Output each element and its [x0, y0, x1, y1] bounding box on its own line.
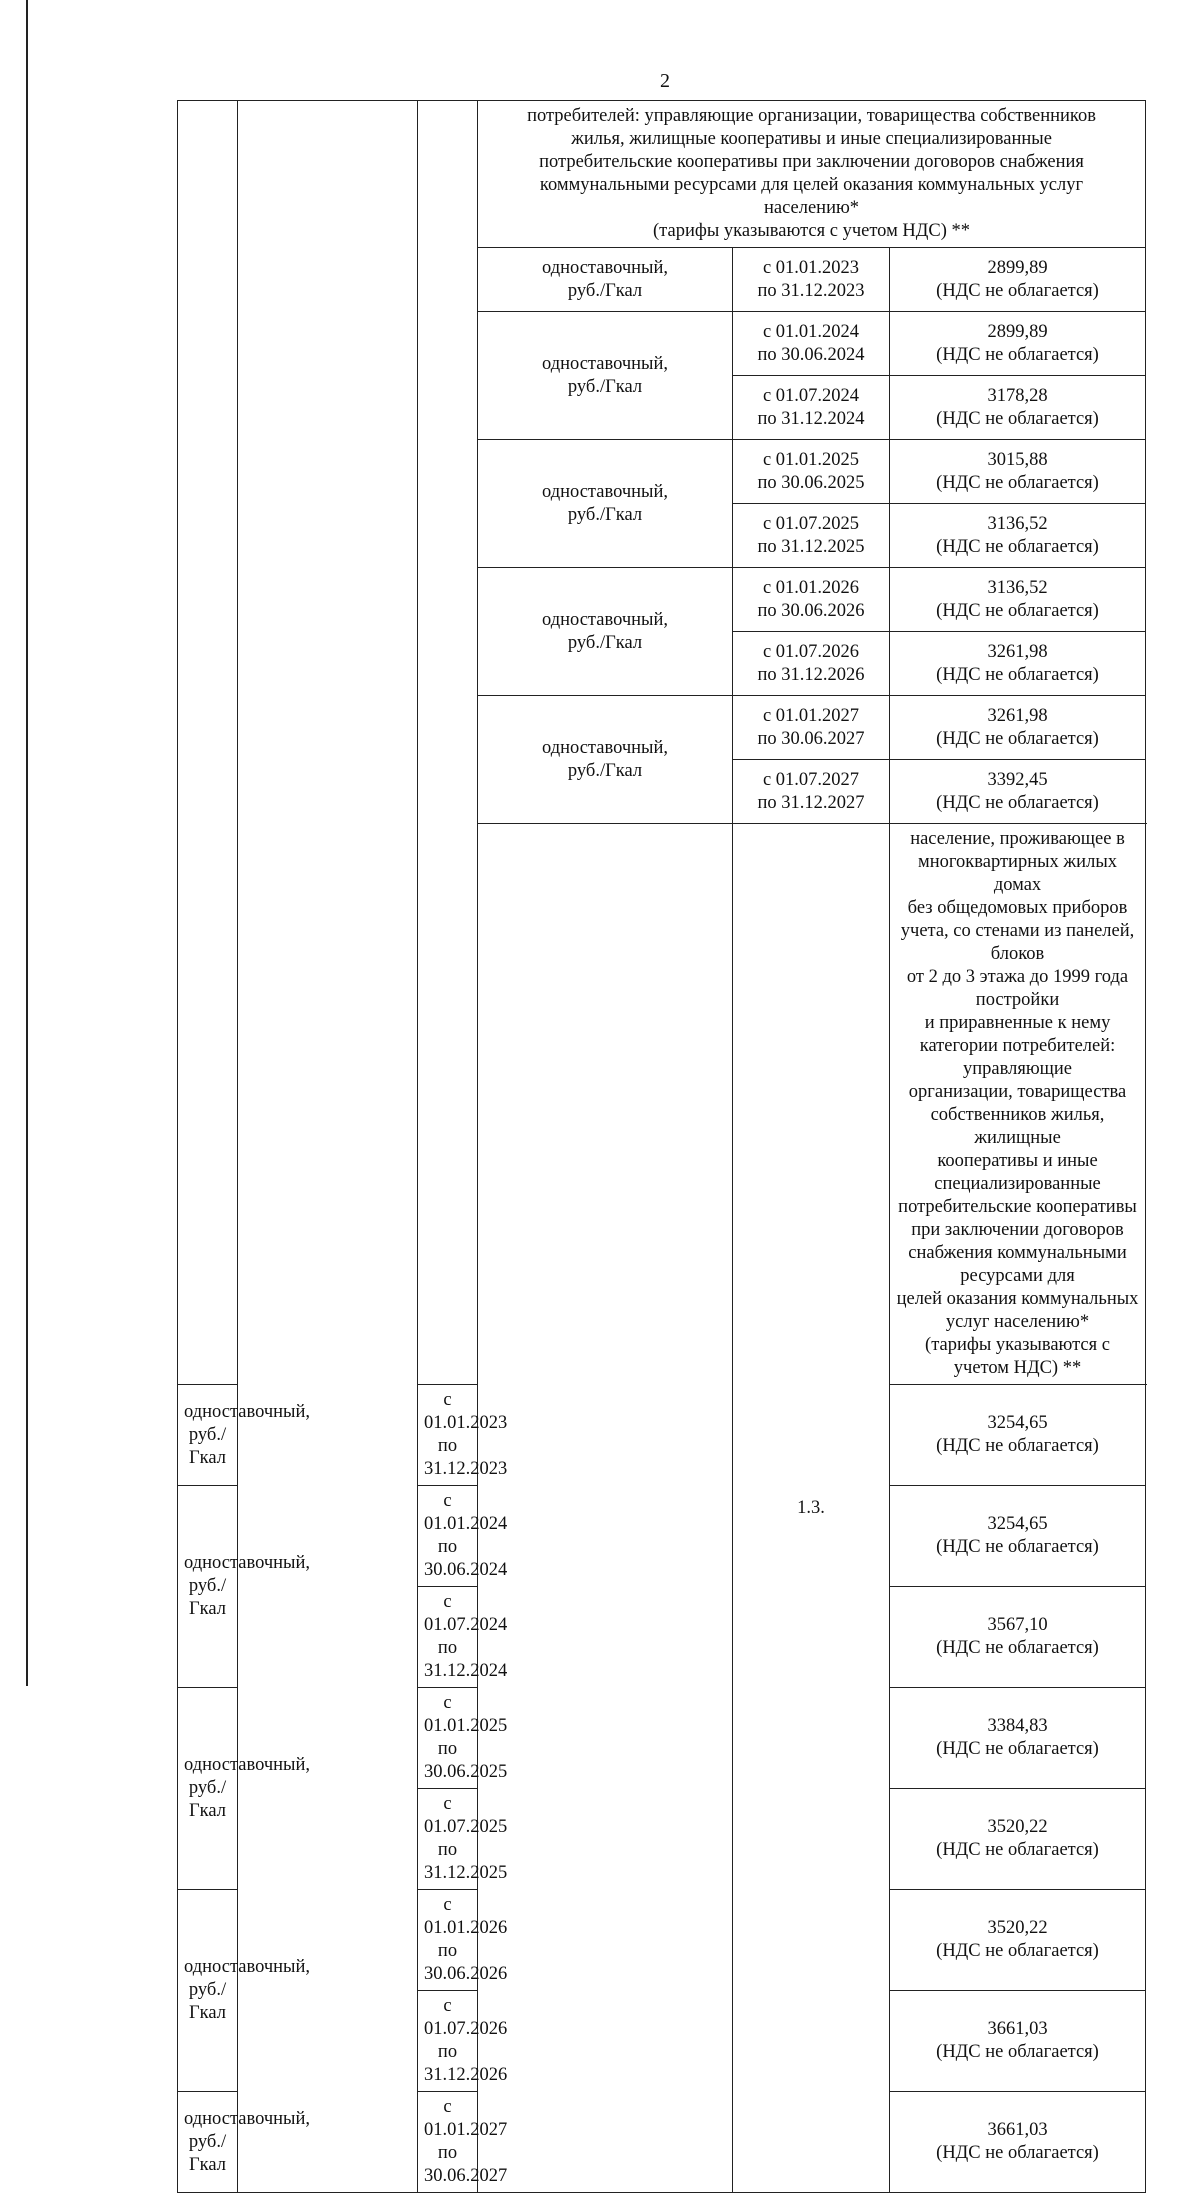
- period-cell: с 01.01.2025 по 30.06.2025: [418, 1688, 478, 1789]
- rate-value: 3661,03: [987, 2019, 1048, 2039]
- section-1-2-header: потребителей: управляющие организации, товарищества собственников жилья, жилищные кооперативы и иные специализированные потребительские кооперативы при заключении договоров снабжения коммунальными ресурсами для целей оказания коммунальных услуг населению* (тарифы указываются с учетом НДС) **: [478, 101, 1146, 248]
- rate-value: 3136,52: [987, 577, 1048, 598]
- vat-note: (НДС не облагается): [936, 1436, 1099, 1456]
- tariff-type-cell: одноставочный, руб./Гкал: [178, 1890, 238, 2092]
- period-cell: с 01.07.2026 по 31.12.2026: [418, 1991, 478, 2092]
- rate-cell: [890, 312, 1146, 376]
- rate-value: 3015,88: [987, 449, 1048, 470]
- period-cell: с 01.01.2026 по 30.06.2026: [733, 568, 890, 632]
- rate-cell: [890, 1789, 1146, 1890]
- vat-note: (НДС не облагается): [936, 1537, 1099, 1557]
- rate-value: 3136,52: [987, 513, 1048, 534]
- vat-note: (НДС не облагается): [936, 408, 1099, 429]
- section-1-3-header: население, проживающее в многоквартирных жилых домах без общедомовых приборов учета, со стенами из панелей, блоков от 2 до 3 этажа до 1999 года постройки и приравненные к нему категории потребителей: управляющие организации, товарищества собственников жилья, жилищные кооперативы и иные специализированные потребительские кооперативы при заключении договоров снабжения коммунальными ресурсами для целей оказания коммунальных услуг населению* (тарифы указываются с учетом НДС) **: [890, 824, 1146, 1385]
- empty-col-3: [418, 101, 478, 1385]
- rate-cell: [890, 1991, 1146, 2092]
- vat-note: (НДС не облагается): [936, 1739, 1099, 1759]
- period-cell: с 01.07.2024 по 31.12.2024: [733, 376, 890, 440]
- vat-note: (НДС не облагается): [936, 728, 1099, 749]
- period-cell: с 01.01.2027 по 30.06.2027: [418, 2092, 478, 2193]
- rate-cell: [890, 504, 1146, 568]
- rate-cell: [890, 2092, 1146, 2193]
- tariff-type-cell: одноставочный, руб./Гкал: [478, 696, 733, 824]
- rate-value: 3520,22: [987, 1918, 1048, 1938]
- rate-cell: [890, 1486, 1146, 1587]
- period-cell: с 01.07.2026 по 31.12.2026: [733, 632, 890, 696]
- rate-value: 3254,65: [987, 1413, 1048, 1433]
- rate-value: 3392,45: [987, 769, 1048, 790]
- rate-value: 3261,98: [987, 705, 1048, 726]
- rate-value: 3520,22: [987, 1817, 1048, 1837]
- tariff-table: [177, 100, 1146, 2193]
- rate-cell: [890, 1890, 1146, 1991]
- period-cell: с 01.01.2027 по 30.06.2027: [733, 696, 890, 760]
- rate-value: 2899,89: [987, 321, 1048, 342]
- period-cell: с 01.01.2024 по 30.06.2024: [733, 312, 890, 376]
- rate-cell: [890, 568, 1146, 632]
- tariff-type-cell: одноставочный, руб./Гкал: [478, 568, 733, 696]
- tariff-type-cell: одноставочный, руб./Гкал: [178, 1688, 238, 1890]
- empty-col-1: [178, 101, 238, 1385]
- rate-cell: [890, 760, 1146, 824]
- period-cell: с 01.01.2023 по 31.12.2023: [733, 248, 890, 312]
- rate-value: 3261,98: [987, 641, 1048, 662]
- rate-cell: [890, 1587, 1146, 1688]
- vat-note: (НДС не облагается): [936, 536, 1099, 557]
- rate-value: 3254,65: [987, 1514, 1048, 1534]
- vat-note: (НДС не облагается): [936, 2143, 1099, 2163]
- tariff-table-body: [178, 101, 1146, 2193]
- rate-value: 2899,89: [987, 257, 1048, 278]
- period-cell: с 01.07.2025 по 31.12.2025: [733, 504, 890, 568]
- period-cell: с 01.07.2025 по 31.12.2025: [418, 1789, 478, 1890]
- rate-cell: [890, 248, 1146, 312]
- period-cell: с 01.01.2023 по 31.12.2023: [418, 1385, 478, 1486]
- rate-cell: [890, 1688, 1146, 1789]
- section-1-2-header-row: [178, 101, 1146, 248]
- tariff-type-cell: одноставочный, руб./Гкал: [178, 1385, 238, 1486]
- period-cell: с 01.01.2024 по 30.06.2024: [418, 1486, 478, 1587]
- empty-col-1-lower: [478, 824, 733, 2193]
- scan-edge-line: [26, 0, 28, 1686]
- rate-value: 3384,83: [987, 1716, 1048, 1736]
- rate-value: 3567,10: [987, 1615, 1048, 1635]
- rate-cell: [890, 632, 1146, 696]
- empty-col-2: [238, 101, 418, 2193]
- vat-note: (НДС не облагается): [936, 344, 1099, 365]
- vat-note: (НДС не облагается): [936, 600, 1099, 621]
- tariff-type-cell: одноставочный, руб./Гкал: [178, 1486, 238, 1688]
- vat-note: (НДС не облагается): [936, 1840, 1099, 1860]
- tariff-type-cell: одноставочный, руб./Гкал: [178, 2092, 238, 2193]
- vat-note: (НДС не облагается): [936, 1638, 1099, 1658]
- tariff-type-cell: одноставочный, руб./Гкал: [478, 312, 733, 440]
- tariff-type-cell: одноставочный, руб./Гкал: [478, 440, 733, 568]
- period-cell: с 01.01.2026 по 30.06.2026: [418, 1890, 478, 1991]
- vat-note: (НДС не облагается): [936, 1941, 1099, 1961]
- vat-note: (НДС не облагается): [936, 2042, 1099, 2062]
- rate-cell: [890, 376, 1146, 440]
- rate-cell: [890, 1385, 1146, 1486]
- period-cell: с 01.01.2025 по 30.06.2025: [733, 440, 890, 504]
- section-number: 1.3.: [733, 824, 890, 2193]
- rate-value: 3178,28: [987, 385, 1048, 406]
- rate-cell: [890, 440, 1146, 504]
- vat-note: (НДС не облагается): [936, 280, 1099, 301]
- rate-cell: [890, 696, 1146, 760]
- vat-note: (НДС не облагается): [936, 472, 1099, 493]
- period-cell: с 01.07.2024 по 31.12.2024: [418, 1587, 478, 1688]
- period-cell: с 01.07.2027 по 31.12.2027: [733, 760, 890, 824]
- vat-note: (НДС не облагается): [936, 792, 1099, 813]
- vat-note: (НДС не облагается): [936, 664, 1099, 685]
- tariff-type-cell: одноставочный, руб./Гкал: [478, 248, 733, 312]
- page-number: 2: [660, 70, 670, 92]
- rate-value: 3661,03: [987, 2120, 1048, 2140]
